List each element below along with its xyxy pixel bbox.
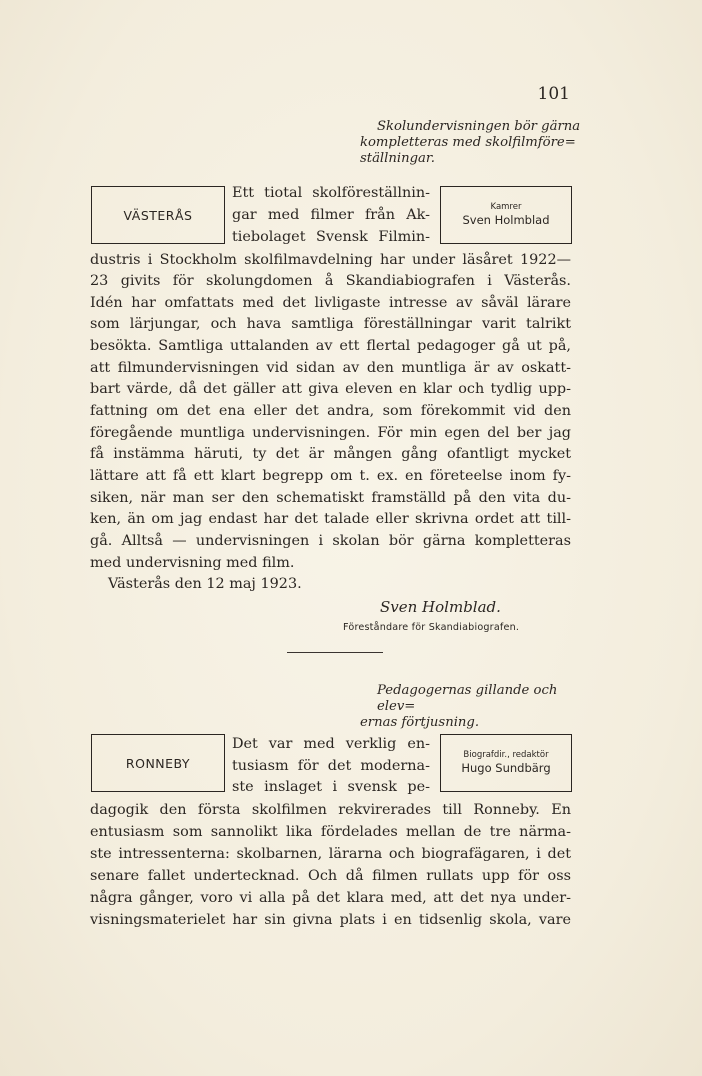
author-title: Kamrer [490, 202, 522, 212]
author-box-holmblad [440, 186, 572, 244]
text-line: gå. Alltså — undervisningen i skolan bör gärna kompletteras [90, 533, 571, 549]
text-line: Västerås den 12 maj 1923. [108, 576, 302, 592]
side-heading-1-line: Skolundervisningen bör gärna [377, 119, 581, 134]
author-name: Sven Holmblad [462, 213, 550, 227]
signature: Sven Holmblad. [380, 598, 501, 616]
place-box-ronneby [91, 734, 225, 792]
side-heading-1-line: ställningar. [360, 151, 435, 166]
side-heading-1-line: kompletteras med skolfilmföre= [360, 135, 576, 150]
side-heading-2-line: Pedagogernas gillande och elev= [377, 683, 558, 714]
text-line: Det var med verklig en- [232, 736, 430, 752]
text-line: siken, när man ser den schematiskt framställd på den vita du- [90, 490, 571, 506]
text-line: dagogik den första skolfilmen rekvirerades till Ronneby. En [90, 802, 571, 818]
text-line: tusiasm för det moderna- [232, 758, 430, 774]
text-line: fattning om det ena eller det andra, som förekommit vid den [90, 403, 571, 419]
text-line: med undervisning med film. [90, 555, 295, 571]
place-label: RONNEBY [125, 755, 191, 771]
text-line: besökta. Samtliga uttalanden av ett flertal pedagoger gå ut på, [90, 338, 571, 354]
text-line: 23 givits för skolungdomen å Skandiabiografen i Västerås. [90, 273, 571, 289]
section-divider [287, 652, 383, 653]
text-line: entusiasm som sannolikt lika fördelades mellan de tre närma- [90, 824, 571, 840]
text-line: som lärjungar, och hava samtliga föreställningar varit talrikt [90, 316, 571, 332]
text-line: ken, än om jag endast har det talade eller skrivna ordet att till- [90, 511, 571, 527]
text-line: några gånger, voro vi alla på det klara med, att det nya under- [90, 890, 571, 906]
text-line: ste inslaget i svensk pe- [232, 779, 430, 795]
text-line: föregående muntliga undervisningen. För min egen del ber jag [90, 425, 571, 441]
text-line: ste intressenterna: skolbarnen, lärarna och biografägaren, i det [90, 846, 571, 862]
place-box-vasteras [91, 186, 225, 244]
text-line: få instämma häruti, ty det är mången gång ofantligt mycket [90, 446, 571, 462]
text-line: gar med filmer från Ak- [232, 207, 430, 223]
signature-role: Föreståndare för Skandiabiografen. [343, 622, 520, 633]
text-line: tiebolaget Svensk Filmin- [232, 229, 430, 245]
text-line: att filmundervisningen vid sidan av den muntliga är av oskatt- [90, 360, 571, 376]
text-line: senare fallet undertecknad. Och då filmen rullats upp för oss [90, 868, 571, 884]
author-box-sundbarg [440, 734, 572, 792]
text-line: bart värde, då det gäller att giva eleven en klar och tydlig upp- [90, 381, 571, 397]
text-line: lättare att få ett klart begrepp om t. ex. en företeelse inom fy- [90, 468, 571, 484]
side-heading-2 [360, 683, 580, 731]
side-heading-1 [360, 119, 595, 167]
text-line: Idén har omfattats med det livligaste intresse av såväl lärare [90, 295, 571, 311]
place-label: VÄSTERÅS [123, 207, 193, 223]
text-line: dustris i Stockholm skolfilmavdelning har under läsåret 1922— [90, 252, 571, 268]
author-name: Hugo Sundbärg [461, 761, 551, 775]
text-line: Ett tiotal skolföreställnin- [232, 185, 430, 201]
author-title: Biografdir., redaktör [463, 750, 549, 760]
side-heading-2-line: ernas förtjusning. [360, 715, 480, 730]
page-number: 101 [537, 84, 570, 104]
text-line: visningsmaterielet har sin givna plats i en tidsenlig skola, vare [90, 912, 571, 928]
